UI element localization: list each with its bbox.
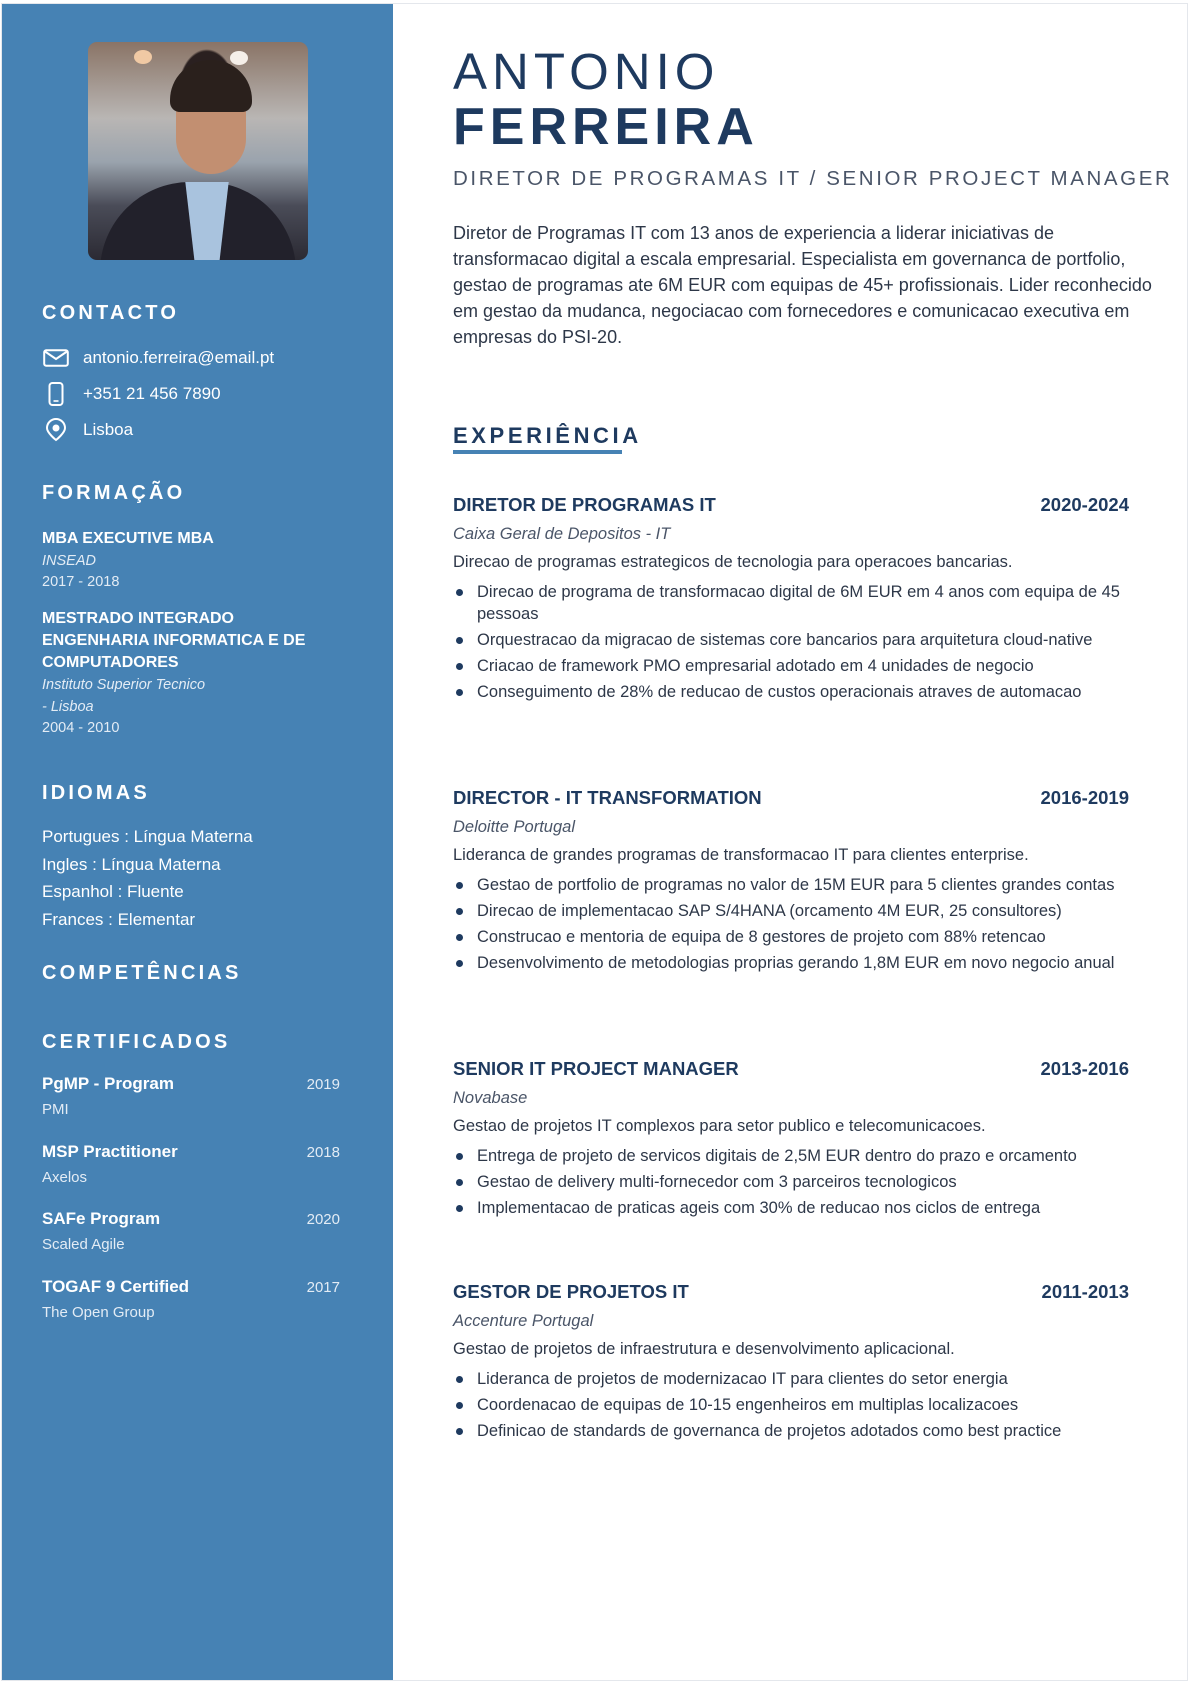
job-description: Gestao de projetos IT complexos para setor publico e telecomunicacoes.: [453, 1117, 986, 1135]
certificate-item: [42, 1074, 340, 1118]
job-bullet: Coordenacao de equipas de 10-15 engenheiros em multiplas localizacoes: [453, 1394, 1181, 1416]
contact-heading: CONTACTO: [42, 302, 180, 324]
job-bullet: Entrega de projeto de servicos digitais de 2,5M EUR dentro do prazo e orcamento: [453, 1145, 1181, 1167]
job-bullet: Orquestracao da migracao de sistemas core bancarios para arquitetura cloud-native: [453, 629, 1181, 651]
job-company: Deloitte Portugal: [453, 818, 575, 836]
certificate-name: PgMP - Program: [42, 1074, 174, 1093]
job-title: DIRETOR DE PROGRAMAS IT / SENIOR PROJECT MANAGER: [453, 167, 1173, 190]
certificate-name: TOGAF 9 Certified: [42, 1277, 190, 1296]
education-item: [42, 528, 342, 593]
job-bullet: Direcao de programa de transformacao digital de 6M EUR em 4 anos com equipa de 45 pessoas: [453, 581, 1181, 625]
phone-icon: [42, 384, 70, 404]
job-entry: [453, 1281, 1181, 1446]
job-company: Accenture Portugal: [453, 1312, 594, 1330]
heading-underline: [453, 450, 622, 454]
profile-photo: [88, 42, 308, 260]
certificate-org: Scaled Agile: [42, 1236, 125, 1253]
education-degree: MESTRADO INTEGRADO ENGENHARIA INFORMATICA E DE COMPUTADORES: [42, 610, 306, 671]
job-description: Gestao de projetos de infraestrutura e desenvolvimento aplicacional.: [453, 1340, 955, 1358]
education-school: INSEAD: [42, 553, 96, 569]
languages-heading: IDIOMAS: [42, 782, 150, 804]
job-dates: 2011-2013: [1041, 1281, 1129, 1302]
job-bullet: Direcao de implementacao SAP S/4HANA (orcamento 4M EUR, 25 consultores): [453, 900, 1181, 922]
language-item: Espanhol : Fluente: [42, 882, 184, 901]
job-bullets: [453, 581, 1181, 703]
job-entry: [453, 494, 1181, 707]
certificate-org: PMI: [42, 1101, 69, 1118]
job-bullet: Implementacao de praticas ageis com 30% de reducao nos ciclos de entrega: [453, 1197, 1181, 1219]
job-dates: 2020-2024: [1040, 494, 1129, 515]
contact-email[interactable]: [42, 348, 274, 368]
education-item: [42, 608, 332, 739]
experience-heading: EXPERIÊNCIA: [453, 423, 642, 448]
education-degree: MBA EXECUTIVE MBA: [42, 530, 214, 547]
job-bullet: Conseguimento de 28% de reducao de custos operacionais atraves de automacao: [453, 681, 1181, 703]
location-pin-icon: [42, 420, 70, 440]
education-years: 2017 - 2018: [42, 574, 120, 590]
photo-hair: [170, 60, 252, 112]
certificate-year: 2018: [306, 1144, 340, 1161]
phone-text: +351 21 456 7890: [83, 384, 221, 403]
job-title: SENIOR IT PROJECT MANAGER: [453, 1058, 739, 1079]
contact-location: [42, 420, 133, 440]
certificate-org: The Open Group: [42, 1304, 155, 1321]
education-school: Instituto Superior Tecnico - Lisboa: [42, 677, 206, 715]
background-light: [230, 51, 248, 65]
education-years: 2004 - 2010: [42, 720, 120, 736]
job-bullet: Desenvolvimento de metodologias proprias gerando 1,8M EUR em novo negocio anual: [453, 952, 1181, 974]
job-dates: 2013-2016: [1040, 1058, 1129, 1079]
contact-phone[interactable]: [42, 384, 221, 404]
background-light: [134, 50, 152, 64]
certificate-year: 2020: [306, 1211, 340, 1228]
certificate-name: MSP Practitioner: [42, 1142, 178, 1161]
job-bullet: Gestao de delivery multi-fornecedor com 3 parceiros tecnologicos: [453, 1171, 1181, 1193]
job-entry: [453, 1058, 1181, 1223]
certificate-item: [42, 1142, 340, 1186]
job-dates: 2016-2019: [1040, 787, 1129, 808]
language-item: Frances : Elementar: [42, 909, 196, 929]
location-text: Lisboa: [83, 420, 134, 439]
job-title: GESTOR DE PROJETOS IT: [453, 1281, 689, 1302]
job-title: DIRETOR DE PROGRAMAS IT: [453, 494, 716, 515]
job-title: DIRECTOR - IT TRANSFORMATION: [453, 787, 762, 808]
certificates-heading: CERTIFICADOS: [42, 1031, 231, 1053]
language-item: Portugues : Língua Materna: [42, 827, 253, 846]
certificate-item: [42, 1209, 340, 1253]
job-bullets: [453, 1368, 1181, 1442]
sidebar: [2, 4, 393, 1680]
job-company: Caixa Geral de Depositos - IT: [453, 525, 671, 543]
skills-heading: COMPETÊNCIAS: [42, 962, 242, 984]
job-bullet: Definicao de standards de governanca de projetos adotados como best practice: [453, 1420, 1181, 1442]
job-bullet: Gestao de portfolio de programas no valor de 15M EUR para 5 clientes grandes contas: [453, 874, 1181, 896]
certificate-org: Axelos: [42, 1169, 88, 1186]
job-description: Direcao de programas estrategicos de tecnologia para operacoes bancarias.: [453, 553, 1013, 571]
job-bullet: Criacao de framework PMO empresarial adotado em 4 unidades de negocio: [453, 655, 1181, 677]
certificate-item: [42, 1277, 340, 1321]
language-item: Ingles : Língua Materna: [42, 854, 221, 874]
job-bullet: Construcao e mentoria de equipa de 8 gestores de projeto com 88% retencao: [453, 926, 1181, 948]
certificate-year: 2019: [306, 1076, 340, 1093]
certificate-year: 2017: [306, 1279, 340, 1296]
first-name: ANTONIO: [453, 43, 720, 100]
mail-icon: [42, 348, 70, 368]
job-description: Lideranca de grandes programas de transformacao IT para clientes enterprise.: [453, 846, 1029, 864]
job-bullet: Lideranca de projetos de modernizacao IT para clientes do setor energia: [453, 1368, 1181, 1390]
job-entry: [453, 787, 1181, 978]
job-bullets: [453, 874, 1181, 974]
profile-summary: Diretor de Programas IT com 13 anos de experiencia a liderar iniciativas de transformacao digital a escala empresarial. Especialista em governanca de portfolio, gestao de programas ate 6M EUR com equipas de 45+ profissionais. Lider reconhecido em gestao da mudanca, negociacao com fornecedores e comunicacao executiva em empresas do PSI-20.: [453, 223, 1152, 347]
certificate-name: SAFe Program: [42, 1209, 161, 1228]
education-heading: FORMAÇÃO: [42, 482, 186, 504]
last-name: FERREIRA: [453, 98, 759, 156]
email-text: antonio.ferreira@email.pt: [83, 348, 275, 367]
job-bullets: [453, 1145, 1181, 1219]
job-company: Novabase: [453, 1089, 528, 1107]
